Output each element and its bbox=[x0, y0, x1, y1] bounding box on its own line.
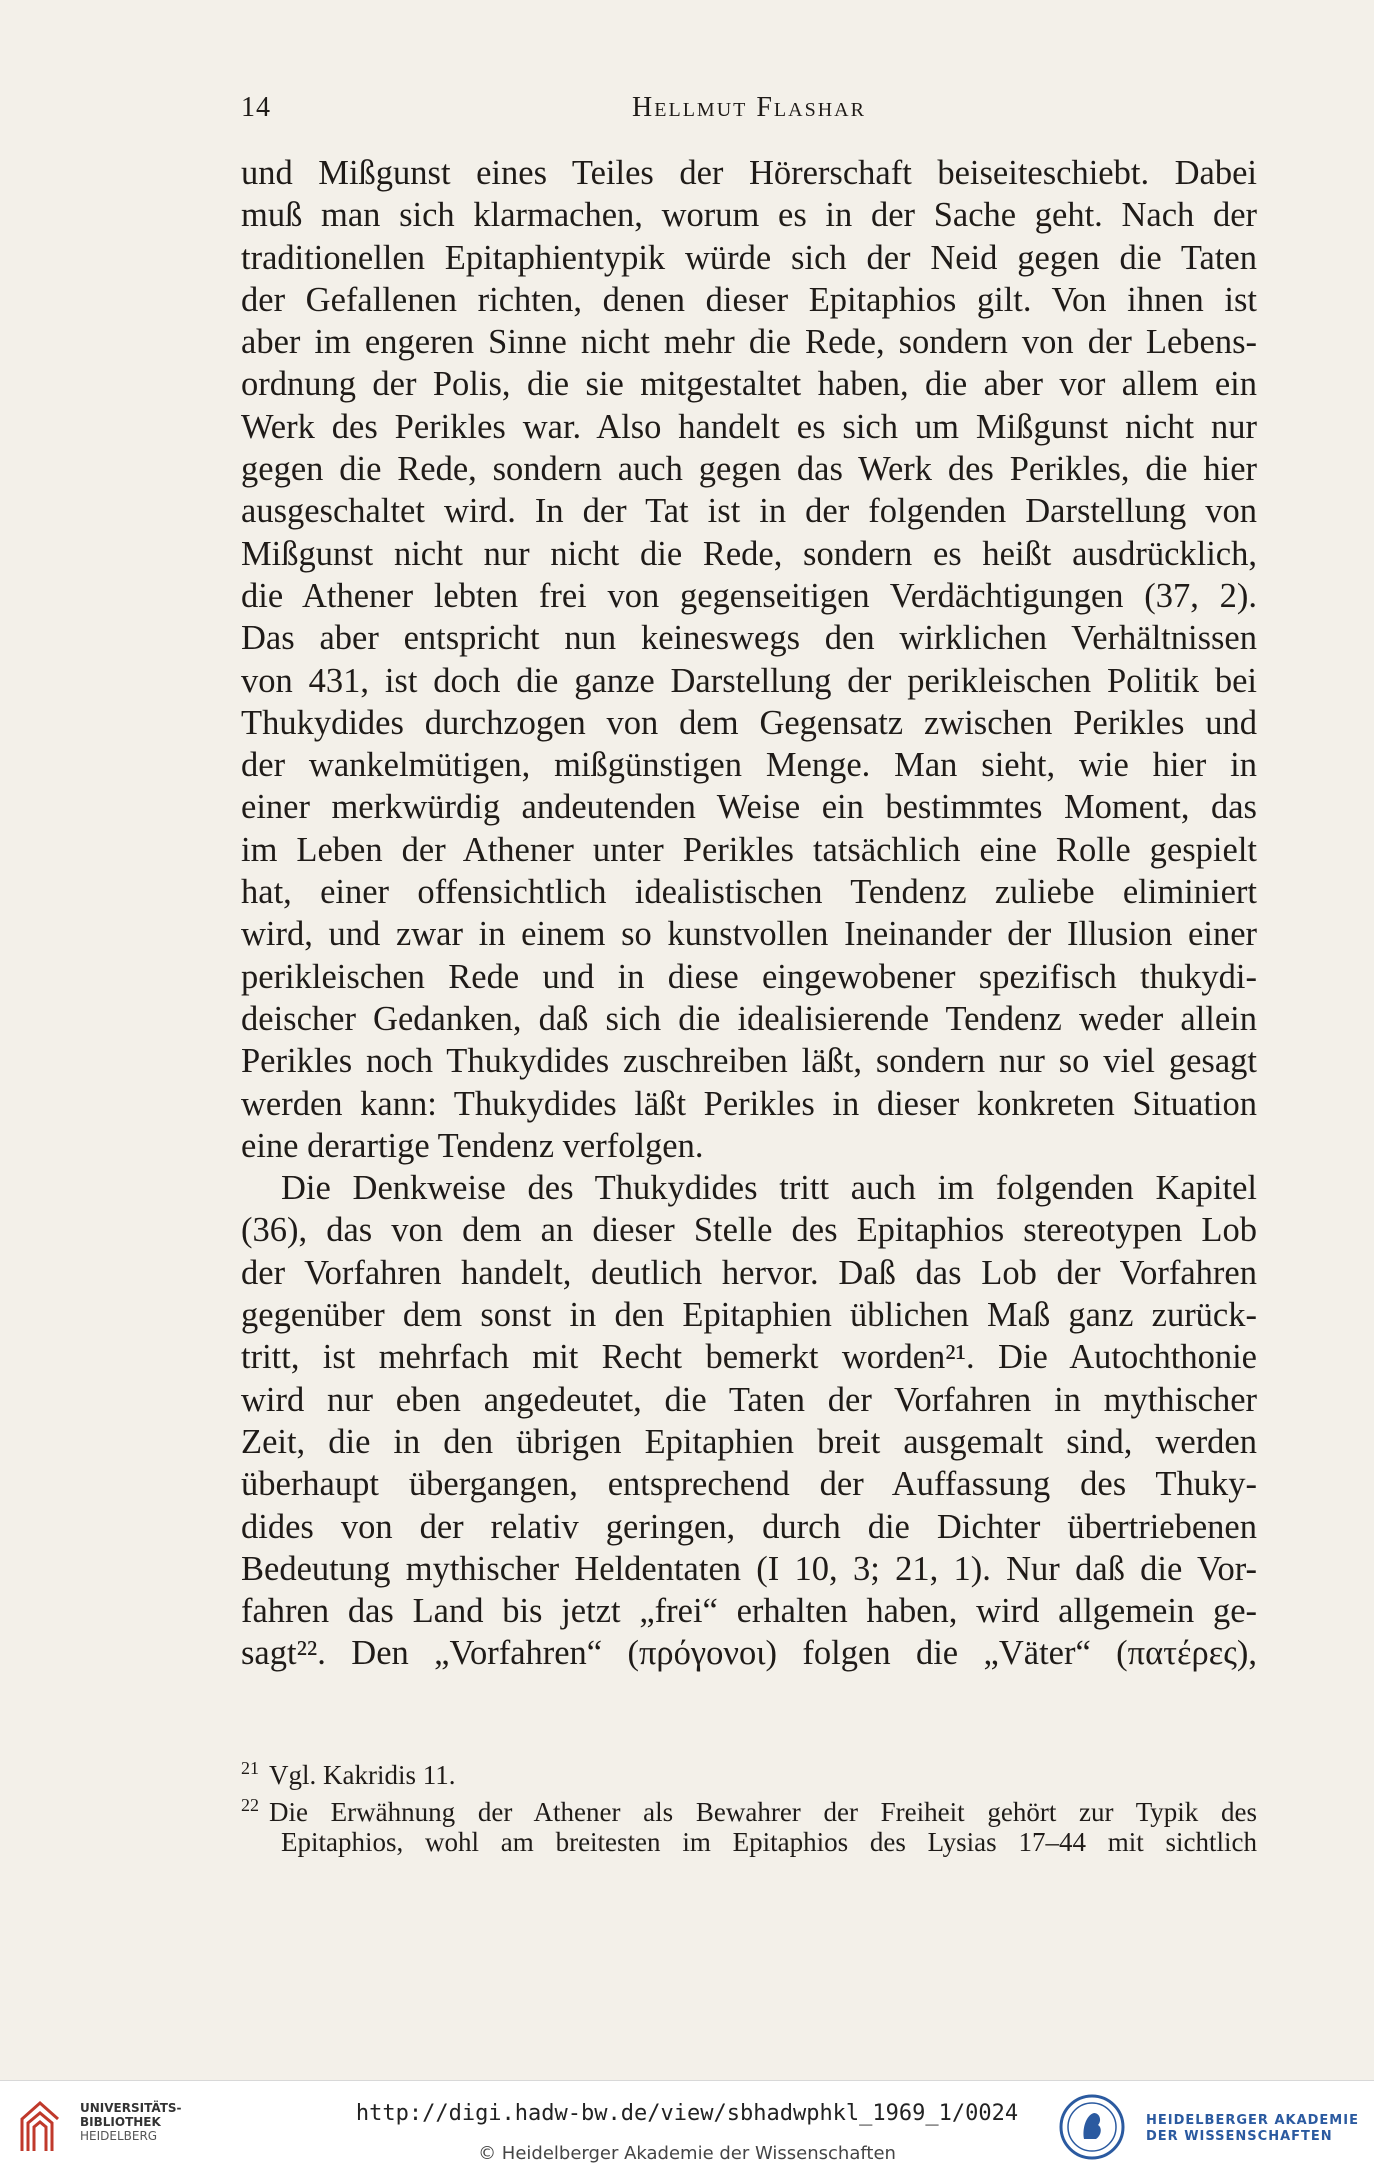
text-line: ausgeschaltet wird. In der Tat ist in der folgenden Darstellung von bbox=[241, 492, 1257, 531]
footnotes bbox=[241, 1750, 1257, 1861]
text-line: traditionellen Epitaphientypik würde sich der Neid gegen die Taten bbox=[241, 238, 1257, 277]
academy-seal-icon bbox=[1058, 2093, 1126, 2161]
text-line: Das aber entspricht nun keineswegs den wirklichen Verhältnissen bbox=[241, 619, 1257, 658]
text-line: im Leben der Athener unter Perikles tatsächlich eine Rolle gespielt bbox=[241, 830, 1257, 869]
text-line: die Athener lebten frei von gegenseitigen Verdächtigungen (37, 2). bbox=[241, 576, 1257, 615]
body-text bbox=[241, 152, 1257, 1675]
footnote-number: 22 bbox=[241, 1795, 259, 1815]
footnote-22 bbox=[241, 1787, 1257, 1827]
academy-name: HEIDELBERGER AKADEMIE DER WISSENSCHAFTEN bbox=[1146, 2113, 1359, 2144]
text-line: Die Denkweise des Thukydides tritt auch im folgenden Kapitel bbox=[281, 1169, 1257, 1208]
text-line: werden kann: Thukydides läßt Perikles in dieser konkreten Situation bbox=[241, 1084, 1257, 1123]
running-head-author: Hellmut Flashar bbox=[632, 92, 866, 123]
text-line: Zeit, die in den übrigen Epitaphien breit ausgemalt sind, werden bbox=[241, 1422, 1257, 1461]
footnote-text: Vgl. Kakridis 11. bbox=[269, 1760, 456, 1790]
text-line: der Gefallenen richten, denen dieser Epitaphios gilt. Von ihnen ist bbox=[241, 280, 1257, 319]
text-line: eine derartige Tendenz verfolgen. bbox=[241, 1126, 704, 1165]
text-line: gegenüber dem sonst in den Epitaphien üblichen Maß ganz zurück- bbox=[241, 1296, 1257, 1335]
text-line: gegen die Rede, sondern auch gegen das Werk des Perikles, die hier bbox=[241, 450, 1257, 489]
text-line: einer merkwürdig andeutenden Weise ein bestimmtes Moment, das bbox=[241, 788, 1257, 827]
text-line: hat, einer offensichtlich idealistischen Tendenz zuliebe eliminiert bbox=[241, 873, 1257, 912]
text-line: ordnung der Polis, die sie mitgestaltet haben, die aber vor allem ein bbox=[241, 365, 1257, 404]
text-line: Mißgunst nicht nur nicht die Rede, sondern es heißt ausdrücklich, bbox=[241, 534, 1257, 573]
text-line: Werk des Perikles war. Also handelt es sich um Mißgunst nicht nur bbox=[241, 407, 1257, 446]
running-head bbox=[241, 92, 1257, 132]
text-line: Bedeutung mythischer Heldentaten (I 10, 3; 21, 1). Nur daß die Vor- bbox=[241, 1549, 1257, 1588]
digitization-footer bbox=[0, 2080, 1374, 2175]
text-line: sagt²². Den „Vorfahren“ (πρόγονοι) folgen die „Väter“ (πατέρες), bbox=[241, 1634, 1257, 1673]
text-line: muß man sich klarmachen, worum es in der Sache geht. Nach der bbox=[241, 196, 1257, 235]
text-line: deischer Gedanken, daß sich die idealisierende Tendenz weder allein bbox=[241, 999, 1257, 1038]
text-line: perikleischen Rede und in diese eingewobener spezifisch thukydi- bbox=[241, 957, 1257, 996]
text-line: wird nur eben angedeutet, die Taten der Vorfahren in mythischer bbox=[241, 1380, 1257, 1419]
copyright-notice: © Heidelberger Akademie der Wissenschaften bbox=[478, 2143, 896, 2164]
footnote-text: Die Erwähnung der Athener als Bewahrer der Freiheit gehört zur Typik des bbox=[269, 1797, 1257, 1827]
source-url-link[interactable]: http://digi.hadw-bw.de/view/sbhadwphkl_1969_1/0024 bbox=[355, 2101, 1019, 2126]
text-line: dides von der relativ geringen, durch die Dichter übertriebenen bbox=[241, 1507, 1257, 1546]
university-library-name: UNIVERSITÄTS- BIBLIOTHEK HEIDELBERG bbox=[80, 2101, 182, 2143]
text-line: Perikles noch Thukydides zuschreiben läßt, sondern nur so viel gesagt bbox=[241, 1042, 1257, 1081]
page-number: 14 bbox=[241, 92, 271, 123]
text-line: der wankelmütigen, mißgünstigen Menge. Man sieht, wie hier in bbox=[241, 746, 1257, 785]
text-line: und Mißgunst eines Teiles der Hörerschaft beiseiteschiebt. Dabei bbox=[241, 154, 1257, 192]
text-line: aber im engeren Sinne nicht mehr die Rede, sondern von der Lebens- bbox=[241, 323, 1257, 362]
text-line: überhaupt übergangen, entsprechend der Auffassung des Thuky- bbox=[241, 1465, 1257, 1504]
text-line: von 431, ist doch die ganze Darstellung der perikleischen Politik bei bbox=[241, 661, 1257, 700]
text-line: tritt, ist mehrfach mit Recht bemerkt worden²¹. Die Autochthonie bbox=[241, 1338, 1257, 1377]
text-line: Thukydides durchzogen von dem Gegensatz zwischen Perikles und bbox=[241, 703, 1257, 742]
footnote-22-continued: Epitaphios, wohl am breitesten im Epitaphios des Lysias 17–44 mit sichtlich bbox=[281, 1827, 1257, 1857]
footnote-number: 21 bbox=[241, 1758, 259, 1778]
text-line: wird, und zwar in einem so kunstvollen Ineinander der Illusion einer bbox=[241, 915, 1257, 954]
text-line: fahren das Land bis jetzt „frei“ erhalten haben, wird allgemein ge- bbox=[241, 1592, 1257, 1631]
text-line: (36), das von dem an dieser Stelle des Epitaphios stereotypen Lob bbox=[241, 1211, 1257, 1250]
footnote-21 bbox=[241, 1750, 1257, 1790]
text-line: der Vorfahren handelt, deutlich hervor. Daß das Lob der Vorfahren bbox=[241, 1253, 1257, 1292]
